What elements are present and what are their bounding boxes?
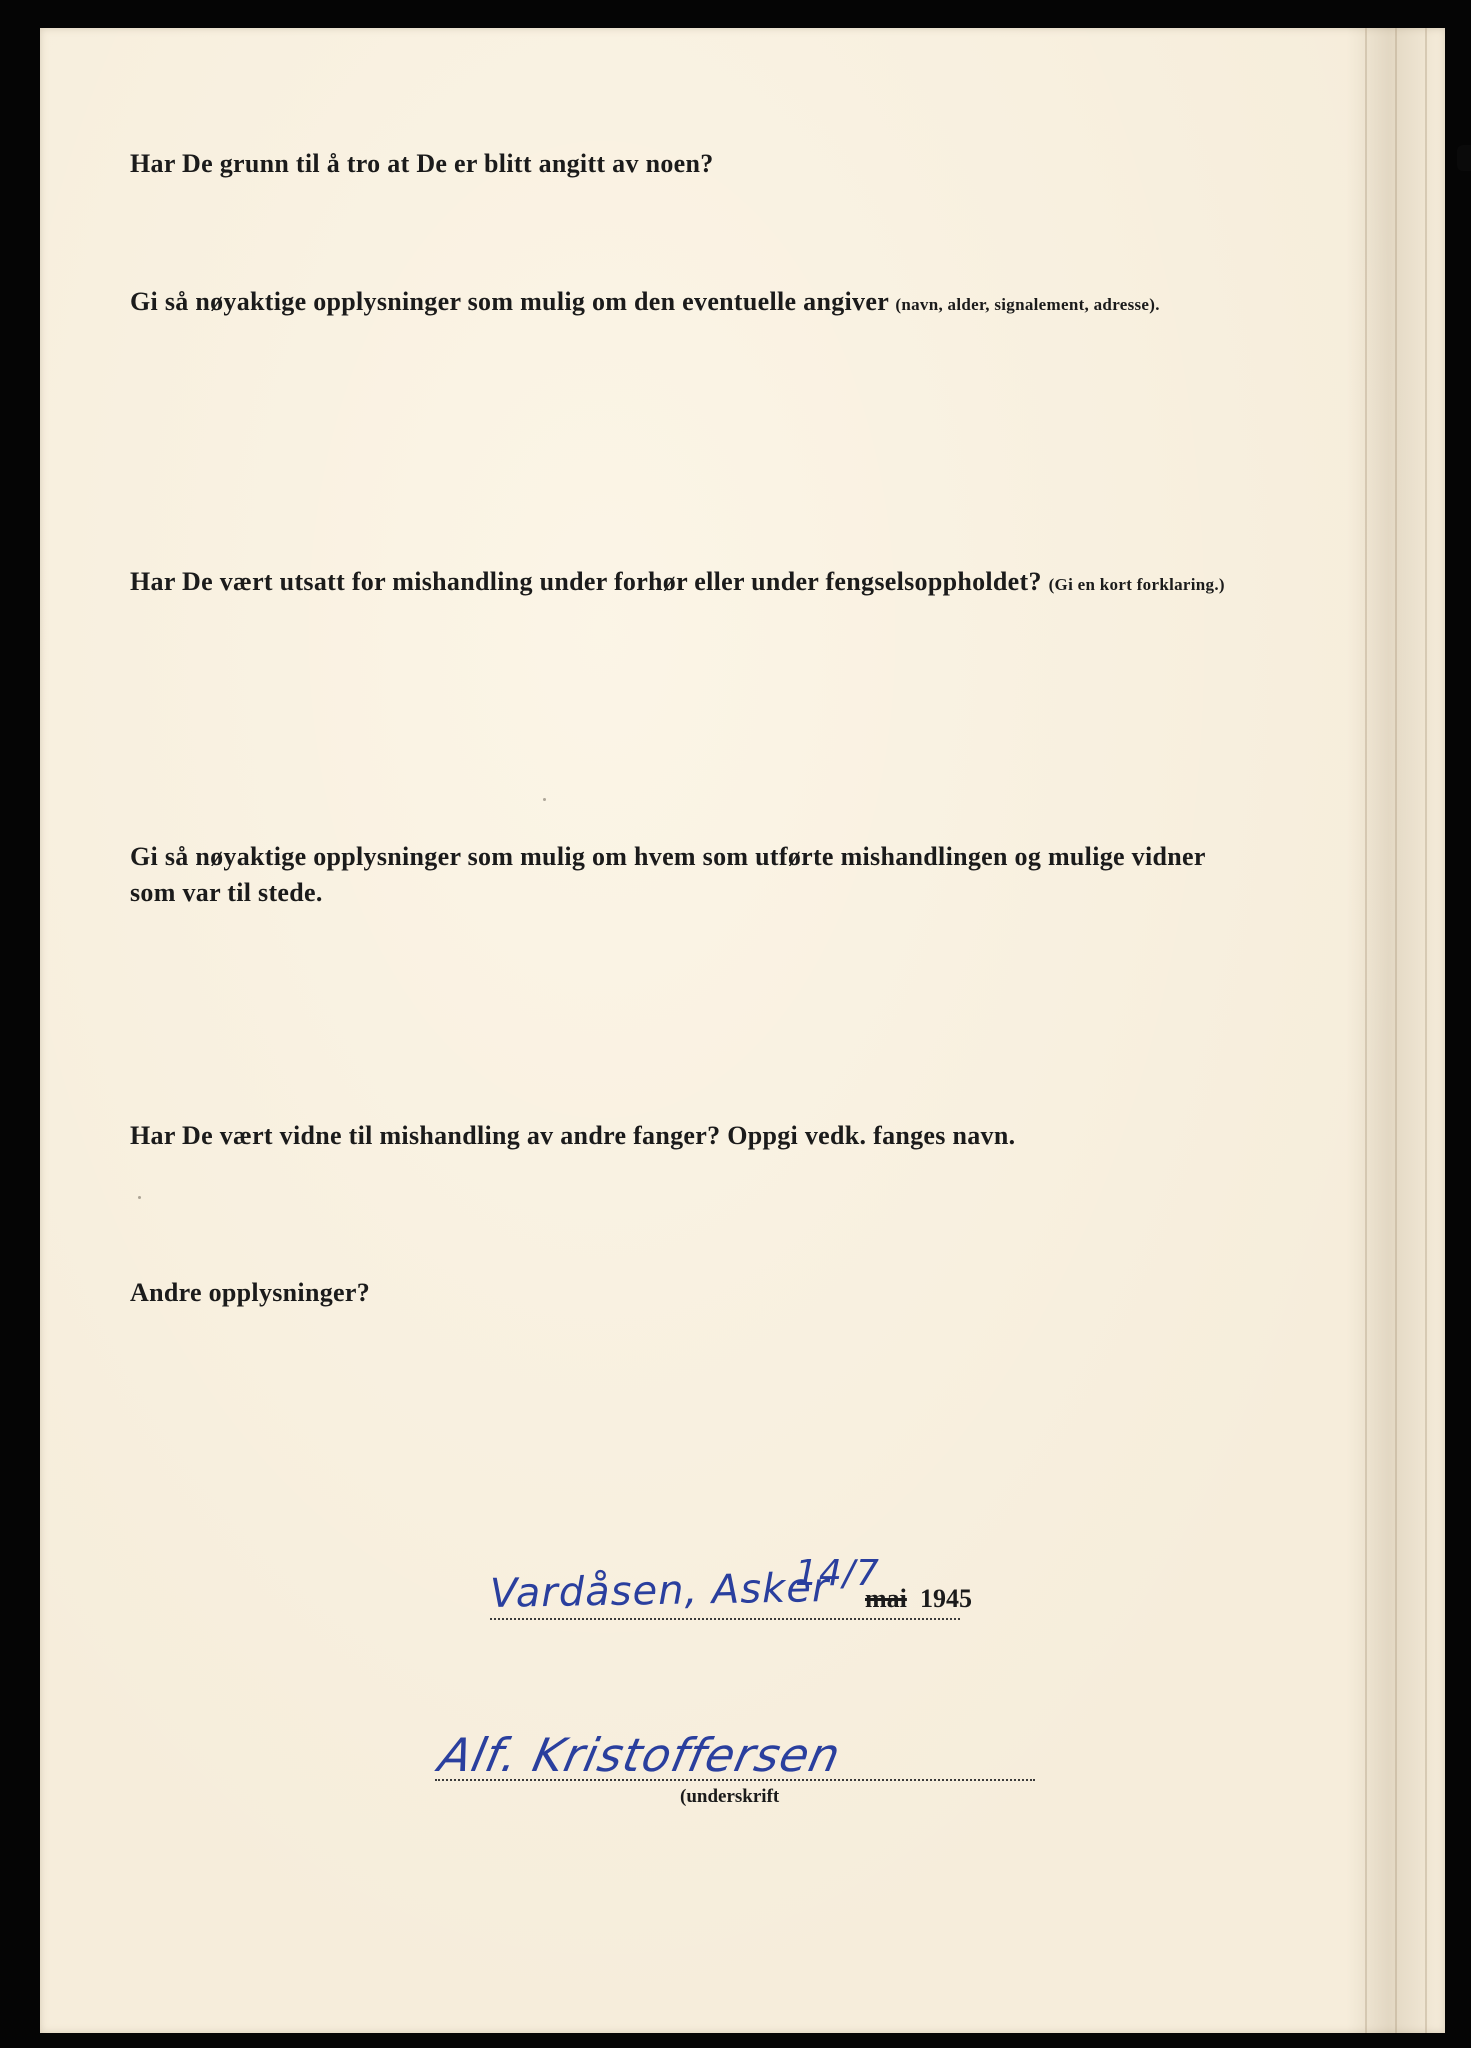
question-informer-details-note: (navn, alder, signalement, adresse). (895, 295, 1160, 314)
paper-speck (138, 1196, 141, 1199)
form-page (40, 28, 1445, 2033)
question-perpetrator-details (130, 839, 1206, 911)
question-mistreatment (130, 564, 1225, 603)
question-informer-details (130, 284, 1160, 323)
question-informer-details-text: Gi så nøyaktige opplysninger som mulig om den eventuelle angiver (130, 287, 889, 316)
question-other-info (130, 1275, 370, 1311)
printed-year: 1945 (920, 1584, 972, 1613)
question-denounced (130, 146, 714, 182)
question-mistreatment-note: (Gi en kort forklaring.) (1048, 575, 1225, 594)
question-perpetrator-line1: Gi så nøyaktige opplysninger som mulig om hvem som utførte mishandlingen og mulige vidner (130, 842, 1206, 871)
binder-clip-tab (1457, 145, 1471, 171)
paper-crease (1395, 28, 1397, 2033)
date-dotted-line (490, 1618, 960, 1620)
paper-speck (543, 798, 546, 801)
question-witness-text: Har De vært vidne til mishandling av andre fanger? Oppgi vedk. fanges navn. (130, 1121, 1016, 1150)
question-perpetrator-line2: som var til stede. (130, 878, 323, 907)
question-other-info-text: Andre opplysninger? (130, 1278, 370, 1307)
question-witness (130, 1118, 1015, 1154)
handwritten-date: 14/7 (795, 1553, 880, 1594)
handwritten-place: Vardåsen, Asker (489, 1565, 830, 1617)
question-denounced-text: Har De grunn til å tro at De er blitt angitt av noen? (130, 149, 714, 178)
handwritten-signature: Alf. Kristoffersen (434, 1728, 846, 1782)
signature-caption: (underskrift (680, 1786, 780, 1807)
question-mistreatment-text: Har De vært utsatt for mishandling under forhør eller under fengselsoppholdet? (130, 567, 1042, 596)
struck-month: mai (865, 1584, 907, 1613)
paper-crease (1365, 28, 1367, 2033)
paper-crease (1425, 28, 1427, 2033)
